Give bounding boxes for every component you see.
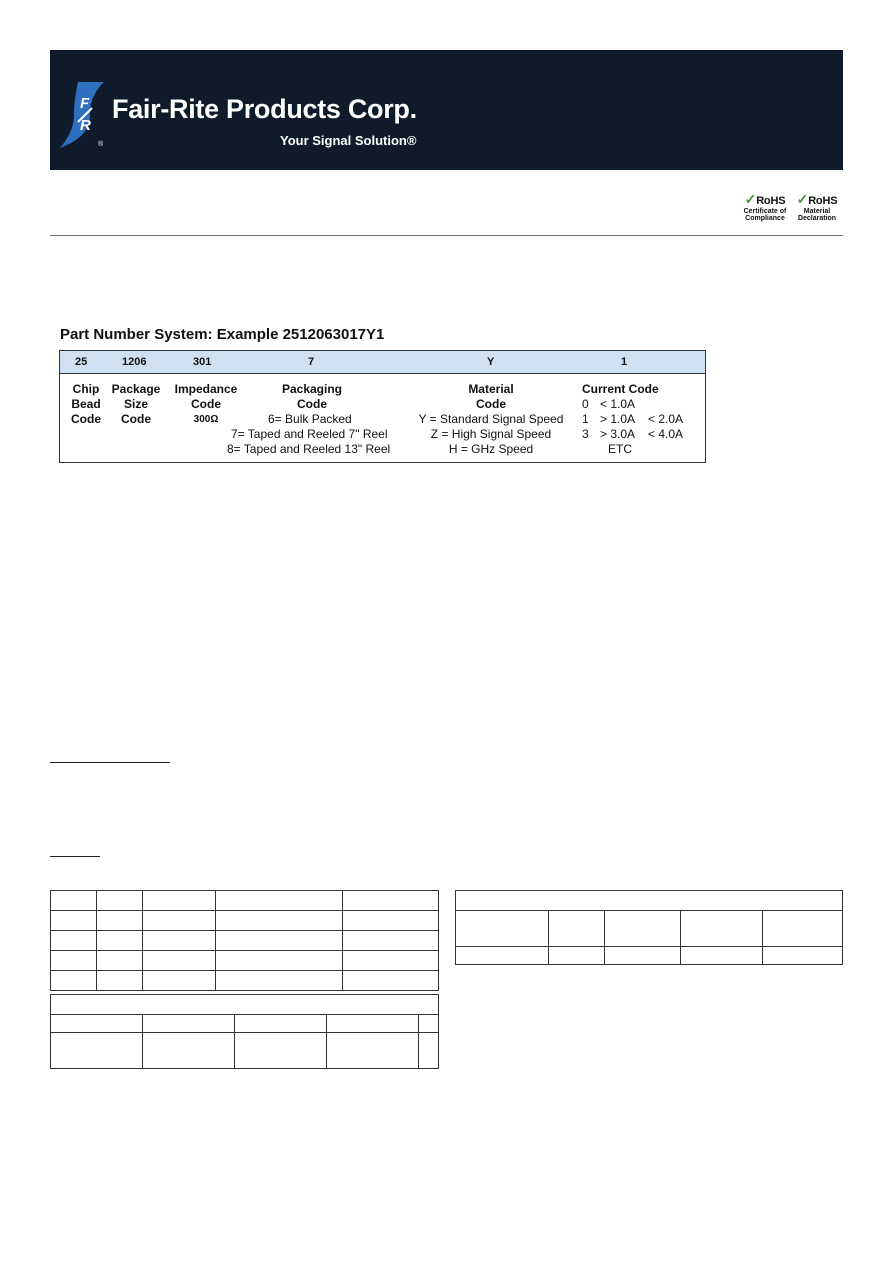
logo-registered-mark: ® — [98, 141, 104, 148]
segment-current: 1 — [621, 356, 628, 368]
badge-subtitle: Certificate of — [743, 208, 787, 215]
packaging-column — [224, 382, 400, 412]
column-label: Material — [468, 382, 514, 396]
segment-chip-bead: 25 — [75, 356, 88, 368]
current-range: < 1.0A — [600, 397, 636, 411]
rohs-compliance-badge — [738, 181, 792, 222]
segment-impedance: 301 — [193, 356, 212, 368]
right-spec-table — [455, 890, 843, 965]
header-divider — [50, 235, 843, 236]
column-label: Chip — [72, 382, 100, 396]
segment-material: Y — [487, 356, 495, 368]
column-label: Size — [123, 397, 148, 411]
logo-letter-f: F — [80, 95, 90, 112]
column-label: Current Code — [582, 382, 659, 396]
check-icon: ✓ — [796, 191, 809, 207]
badge-title: RoHS — [756, 195, 786, 207]
section-heading-underline — [50, 762, 170, 763]
material-option: Y = Standard Signal Speed — [418, 412, 564, 426]
column-label: Packaging — [281, 382, 343, 396]
current-code-row — [582, 427, 704, 442]
current-upper: < 2.0A — [648, 412, 684, 426]
column-label: Package — [111, 382, 161, 396]
current-range: > 3.0A — [600, 427, 636, 441]
package-size-column — [106, 382, 166, 427]
check-icon: ✓ — [744, 191, 757, 207]
fair-rite-logo-icon — [56, 80, 108, 150]
packaging-option: 7= Taped and Reeled 7" Reel — [231, 427, 388, 441]
packaging-option: 8= Taped and Reeled 13" Reel — [227, 442, 391, 456]
current-code-column — [582, 382, 704, 457]
part-number-segments-row — [60, 351, 705, 374]
left-spec-table — [50, 890, 439, 991]
segment-packaging: 7 — [308, 356, 315, 368]
logo-letter-r: R — [80, 117, 91, 134]
section-heading-underline — [50, 856, 100, 857]
material-option: Z = High Signal Speed — [430, 427, 552, 441]
company-tagline: Your Signal Solution® — [280, 133, 417, 148]
current-code: 0 — [582, 397, 589, 411]
badge-subtitle: Material — [803, 208, 831, 215]
column-label: Code — [476, 397, 506, 411]
header-banner — [50, 50, 843, 170]
current-range: > 1.0A — [600, 412, 636, 426]
current-code: 1 — [582, 412, 589, 426]
current-code-row — [582, 397, 704, 412]
column-label: Code — [71, 412, 101, 426]
left-lower-table — [50, 994, 439, 1069]
current-etc: ETC — [608, 442, 632, 456]
material-option: H = GHz Speed — [448, 442, 534, 456]
current-code: 3 — [582, 427, 589, 441]
impedance-example: 300Ω — [193, 414, 219, 425]
segment-package-size: 1206 — [122, 356, 147, 368]
column-label: Impedance — [174, 382, 238, 396]
part-number-title: Part Number System: Example 2512063017Y1 — [60, 326, 385, 343]
part-number-table — [59, 350, 706, 463]
badge-title: RoHS — [808, 195, 838, 207]
badge-subtitle: Declaration — [797, 215, 837, 222]
packaging-option: 6= Bulk Packed — [268, 412, 352, 426]
rohs-declaration-badge — [790, 181, 844, 222]
column-label: Code — [121, 412, 151, 426]
current-code-row — [582, 412, 704, 427]
current-upper: < 4.0A — [648, 427, 684, 441]
company-name: Fair-Rite Products Corp. — [112, 94, 417, 124]
column-label: Code — [297, 397, 327, 411]
column-label: Bead — [71, 397, 101, 411]
chip-bead-column — [68, 382, 104, 427]
badge-subtitle: Compliance — [745, 215, 785, 222]
column-label: Code — [191, 397, 221, 411]
material-column — [406, 382, 576, 457]
